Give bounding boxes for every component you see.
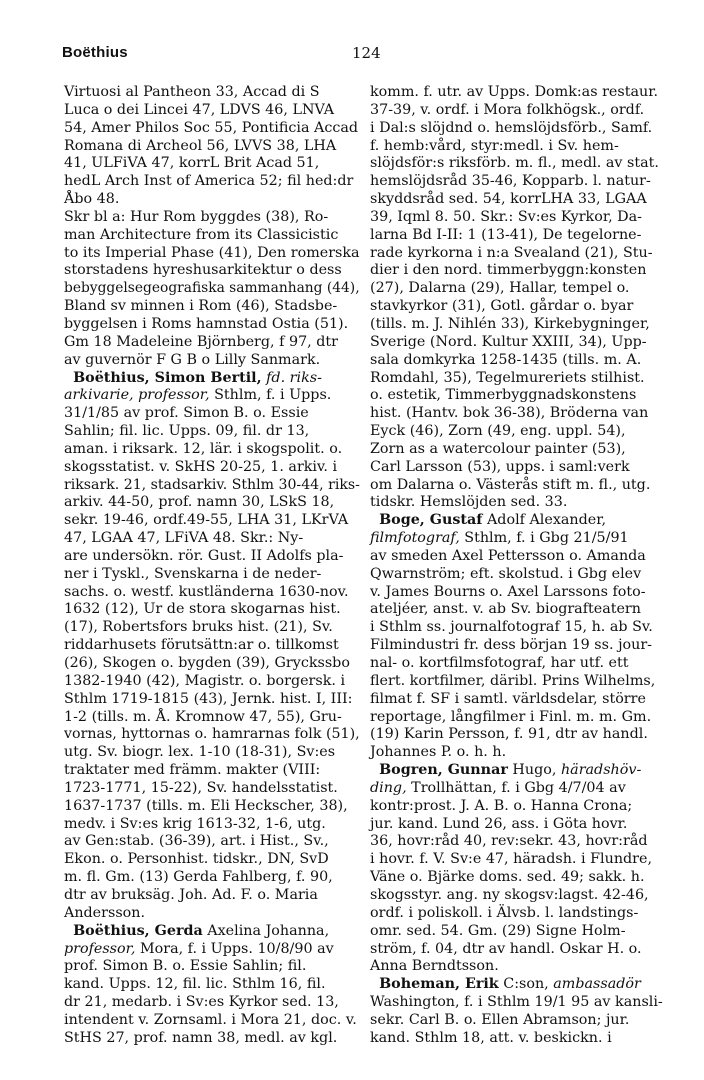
text-line: jur. kand. Lund 26, ass. i Göta hovr. — [370, 815, 628, 832]
text-line: skyddsråd sed. 54, korrLHA 33, LGAA — [370, 191, 647, 208]
text-line: storstadens hyreshusarkitektur o dess — [64, 262, 342, 279]
text-line: kontr:prost. J. A. B. o. Hanna Crona; — [370, 797, 633, 814]
text-line: flert. kortfilmer, däribl. Prins Wilhelms, — [370, 672, 656, 689]
text-line: v. James Bourns o. Axel Larssons foto- — [370, 583, 646, 600]
text-line: av smeden Axel Pettersson o. Amanda — [370, 547, 646, 564]
text-line: traktater med främm. makter (VIII: — [64, 762, 321, 779]
text-line: 31/1/85 av prof. Simon B. o. Essie — [64, 405, 309, 422]
text-line: av Gen:stab. (36-39), art. i Hist., Sv., — [64, 833, 329, 850]
text-line: Gm 18 Madeleine Björnberg, f 97, dtr — [64, 333, 338, 350]
text-line: (tills. m. J. Nihlén 33), Kirkebygninger, — [370, 315, 650, 332]
text-line: sekr. 19-46, ordf.49-55, LHA 31, LKrVA — [64, 512, 349, 529]
text-line: dier i den nord. timmerbyggn:konsten — [370, 262, 647, 279]
text-line: 54, Amer Philos Soc 55, Pontificia Accad — [64, 119, 359, 136]
text-line: hist. (Hantv. bok 36-38), Bröderna van — [370, 405, 649, 422]
entry-text: Trollhättan, f. i Gbg 4/7/04 av — [406, 779, 626, 796]
text-line: medv. i Sv:es krig 1613-32, 1-6, utg. — [64, 815, 326, 832]
text-line: Bland sv minnen i Rom (46), Stadsbe- — [64, 298, 338, 315]
text-line: sachs. o. westf. kustländerna 1630-nov. — [64, 583, 349, 600]
text-line: 1632 (12), Ur de stora skogarnas hist. — [64, 601, 341, 618]
text-line: 1723-1771, 15-22), Sv. handelsstatist. — [64, 779, 338, 796]
text-line: i hovr. f. V. Sv:e 47, häradsh. i Flundre, — [370, 851, 653, 868]
entry-heading-bogren — [370, 762, 666, 780]
entry-title: ambassadör — [553, 976, 641, 993]
entry-title: häradshöv- — [560, 762, 642, 779]
text-line: (17), Robertsfors bruks hist. (21), Sv. — [64, 619, 333, 636]
text-line: omr. sed. 54. Gm. (29) Signe Holm- — [370, 922, 626, 939]
text-line: are undersökn. rör. Gust. II Adolfs pla- — [64, 547, 344, 564]
text-line: ateljéer, anst. v. ab Sv. biografteatern — [370, 601, 641, 618]
text-line: Virtuosi al Pantheon 33, Accad di S — [64, 84, 320, 100]
text-line: slöjdsför:s riksförb. m. fl., medl. av stat. — [370, 155, 659, 172]
entry-title-line — [64, 387, 360, 405]
text-line: 1-2 (tills. m. Å. Kromnow 47, 55), Gru- — [64, 708, 342, 725]
running-head: Boëthius — [62, 44, 128, 61]
text-line: 36, hovr:råd 40, rev:sekr. 43, hovr:råd — [370, 833, 648, 850]
entry-title: filmfotograf, — [370, 530, 460, 547]
text-line: om Dalarna o. Västerås stift m. fl., utg. — [370, 476, 651, 493]
text-line: Filmindustri fr. dess början 19 ss. jour- — [370, 637, 652, 654]
text-line: kand. Upps. 12, fil. lic. Sthlm 16, fil. — [64, 976, 326, 993]
entry-text: Mora, f. i Upps. 10/8/90 av — [135, 940, 334, 957]
entry-heading-gerda — [64, 923, 360, 941]
entry-title-cont: arkivarie, professor, — [64, 387, 210, 404]
text-line: Luca o dei Lincei 47, LDVS 46, LNVA — [64, 101, 335, 118]
text-line: Andersson. — [64, 904, 146, 921]
entry-name: Bogren, Gunnar — [379, 762, 508, 779]
text-line: ordf. i poliskoll. i Älvsb. l. landstings- — [370, 904, 639, 921]
text-line: bebyggelsegeografiska sammanhang (44), — [64, 280, 360, 297]
text-line: (19) Karin Persson, f. 91, dtr av handl. — [370, 726, 648, 743]
left-column — [64, 84, 360, 1048]
text-line: riksark. 21, stadsarkiv. Sthlm 30-44, riks- — [64, 476, 360, 493]
entry-name: Boge, Gustaf — [379, 512, 483, 529]
text-line: tidskr. Hemslöjden sed. 33. — [370, 494, 568, 511]
text-line: skogsstyr. ang. ny skogsv:lagst. 42-46, — [370, 886, 649, 903]
text-line: Sverige (Nord. Kultur XXIII, 34), Upp- — [370, 333, 647, 350]
text-line: sala domkyrka 1258-1435 (tills. m. A. — [370, 351, 642, 368]
entry-text: Sthlm, f. i Upps. — [209, 387, 332, 404]
entry-text: Axelina Johanna, — [202, 922, 330, 939]
text-line: Åbo 48. — [64, 191, 120, 208]
entry-text: Hugo, — [507, 762, 557, 779]
text-line: StHS 27, prof. namn 38, medl. av kgl. — [64, 1029, 338, 1046]
text-line: larna Bd I-II: 1 (13-41), De tegelorne- — [370, 226, 642, 243]
text-line: nal- o. kortfilmsfotograf, har utf. ett — [370, 655, 629, 671]
page-number: 124 — [352, 44, 381, 62]
text-line: av guvernör F G B o Lilly Sanmark. — [64, 351, 321, 368]
entry-text: C:son, — [498, 976, 549, 993]
text-line: 1637-1737 (tills. m. Eli Heckscher, 38), — [64, 797, 348, 814]
text-line: arkiv. 44-50, prof. namn 30, LSkS 18, — [64, 494, 335, 511]
text-line: reportage, långfilmer i Finl. m. m. Gm. — [370, 708, 652, 725]
text-line: 39, Iqml 8. 50. Skr.: Sv:es Kyrkor, Da- — [370, 208, 642, 225]
text-line: Skr bl a: Hur Rom byggdes (38), Ro- — [64, 208, 329, 225]
text-line: hemslöjdsråd 35-46, Kopparb. l. natur- — [370, 173, 651, 190]
text-line: Johannes P. o. h. h. — [370, 744, 507, 761]
entry-title-line — [370, 530, 666, 548]
entry-name: Boëthius, Gerda — [73, 922, 203, 939]
text-line: o. estetik, Timmerbyggnadskonstens — [370, 387, 637, 404]
text-line: rade kyrkorna i n:a Svealand (21), Stu- — [370, 244, 653, 261]
text-line: 41, ULFiVA 47, korrL Brit Acad 51, — [64, 155, 320, 172]
text-line: kand. Sthlm 18, att. v. beskickn. i — [370, 1029, 612, 1046]
entry-title: fd. riks- — [266, 369, 322, 386]
text-line: 1382-1940 (42), Magistr. o. borgersk. i — [64, 672, 346, 689]
entry-text: Adolf Alexander, — [482, 512, 607, 529]
entry-title-line — [64, 941, 360, 959]
text-line: dtr av bruksäg. Joh. Ad. F. o. Maria — [64, 886, 318, 903]
page-header — [62, 44, 662, 68]
entry-title-line — [370, 780, 666, 798]
text-line: Washington, f. i Sthlm 19/1 95 av kansli- — [370, 994, 663, 1011]
text-line: ström, f. 04, dtr av handl. Oskar H. o. — [370, 940, 642, 957]
entry-text: Sthlm, f. i Gbg 21/5/91 — [459, 530, 629, 547]
text-line: hedL Arch Inst of America 52; fil hed:dr — [64, 173, 354, 190]
text-line: i Sthlm ss. journalfotograf 15, h. ab Sv. — [370, 619, 653, 636]
text-line: Eyck (46), Zorn (49, eng. uppl. 54), — [370, 423, 626, 440]
text-line: Sthlm 1719-1815 (43), Jernk. hist. I, III: — [64, 690, 353, 707]
entry-heading-boge — [370, 512, 666, 530]
text-line: dr 21, medarb. i Sv:es Kyrkor sed. 13, — [64, 994, 339, 1011]
text-line: utg. Sv. biogr. lex. 1-10 (18-31), Sv:es — [64, 744, 336, 761]
text-line: f. hemb:vård, styr:medl. i Sv. hem- — [370, 137, 619, 154]
text-line: riddarhusets förutsättn:ar o. tillkomst — [64, 637, 339, 654]
text-line: prof. Simon B. o. Essie Sahlin; fil. — [64, 958, 307, 975]
text-line: Ekon. o. Personhist. tidskr., DN, SvD — [64, 851, 329, 868]
text-line: i Dal:s slöjdnd o. hemslöjdsförb., Samf. — [370, 119, 653, 136]
text-line: aman. i riksark. 12, lär. i skogspolit. o. — [64, 440, 343, 457]
text-line: intendent v. Zornsaml. i Mora 21, doc. v. — [64, 1011, 357, 1028]
text-line: Qwarnström; eft. skolstud. i Gbg elev — [370, 565, 642, 582]
text-line: ner i Tyskl., Svenskarna i de neder- — [64, 565, 322, 582]
text-line: stavkyrkor (31), Gotl. gårdar o. byar — [370, 298, 634, 315]
text-line: Anna Berndtsson. — [370, 958, 499, 975]
text-line: Carl Larsson (53), upps. i saml:verk — [370, 458, 630, 475]
text-line: (27), Dalarna (29), Hallar, tempel o. — [370, 280, 630, 297]
entry-title: professor, — [64, 940, 136, 957]
text-line: Väne o. Bjärke doms. sed. 49; sakk. h. — [370, 869, 645, 886]
text-line: (26), Skogen o. bygden (39), Gryckssbo — [64, 655, 350, 671]
right-column — [370, 84, 666, 1048]
text-line: filmat f. SF i samtl. världsdelar, större — [370, 690, 646, 707]
text-line: skogsstatist. v. SkHS 20-25, 1. arkiv. i — [64, 458, 338, 475]
text-line: 37-39, v. ordf. i Mora folkhögsk., ordf. — [370, 101, 645, 118]
text-line: 47, LGAA 47, LFiVA 48. Skr.: Ny- — [64, 530, 304, 547]
text-line: byggelsen i Roms hamnstad Ostia (51). — [64, 315, 349, 332]
entry-heading-boheman — [370, 976, 666, 994]
text-line: vornas, hyttornas o. hamrarnas folk (51), — [64, 726, 360, 743]
text-line: Sahlin; fil. lic. Upps. 09, fil. dr 13, — [64, 423, 310, 440]
text-line: to its Imperial Phase (41), Den romerska — [64, 244, 360, 261]
text-line: Romana di Archeol 56, LVVS 38, LHA — [64, 137, 337, 154]
text-line: man Architecture from its Classicistic — [64, 226, 339, 243]
entry-heading-bertil — [64, 370, 360, 388]
entry-name: Boheman, Erik — [379, 976, 499, 993]
text-line: komm. f. utr. av Upps. Domk:as restaur. — [370, 84, 659, 100]
text-line: m. fl. Gm. (13) Gerda Fahlberg, f. 90, — [64, 869, 333, 886]
entry-title-cont: ding, — [370, 779, 407, 796]
text-line: sekr. Carl B. o. Ellen Abramson; jur. — [370, 1011, 630, 1028]
text-line: Zorn as a watercolour painter (53), — [370, 440, 626, 457]
text-line: Romdahl, 35), Tegelmureriets stilhist. — [370, 369, 645, 386]
entry-name: Boëthius, Simon Bertil, — [73, 369, 262, 386]
